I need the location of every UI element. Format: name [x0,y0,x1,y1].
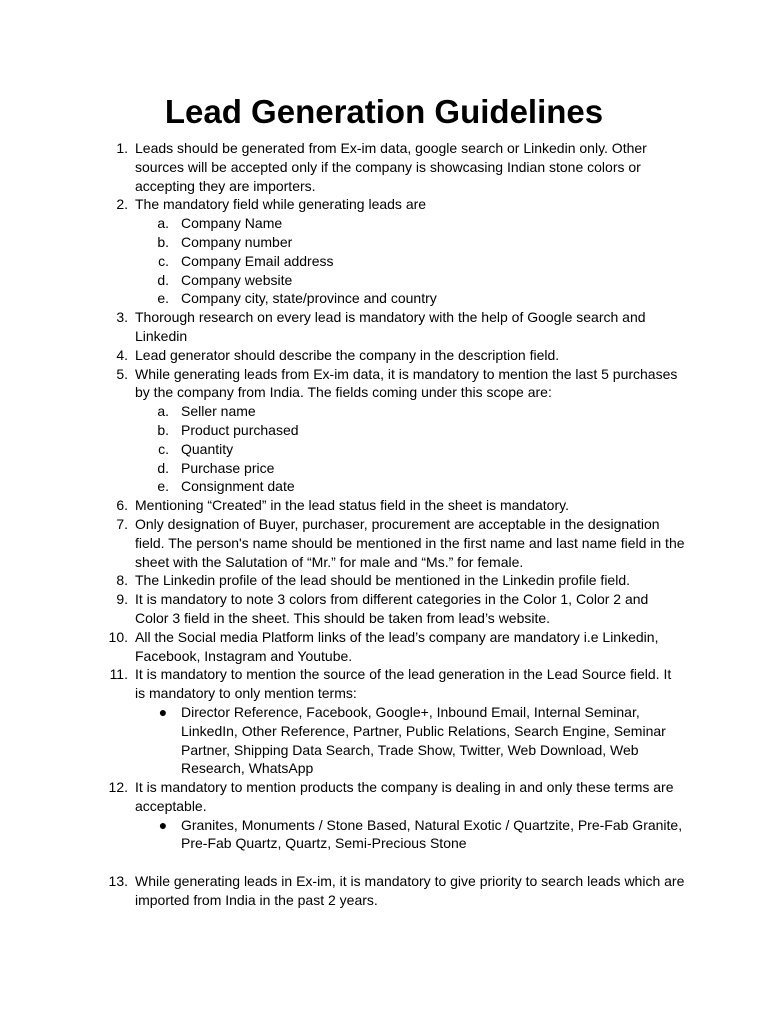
sub-text: Consignment date [181,478,295,495]
bullet-text: Granites, Monuments / Stone Based, Natural Exotic / Quartzite, Pre-Fab Granite, Pre-Fab Quartz, Quartz, Semi-Precious Stone [181,816,683,852]
bullet-item [0,703,768,778]
sub-list-item [0,271,768,290]
item-text: While generating leads in Ex-im, it is mandatory to give priority to search leads which are imported from India in the past 2 years. [135,873,685,908]
sub-text: Product purchased [181,421,299,438]
item-text: Lead generator should describe the company in the description field. [135,346,560,363]
sub-marker: c. [158,440,169,457]
list-item [0,778,768,853]
item-number: 5. [116,365,128,382]
list-item [0,139,768,195]
sub-list-item [0,233,768,252]
sub-list [0,214,768,308]
sub-text: Quantity [181,440,234,457]
item-number: 7. [116,515,128,532]
sub-marker: a. [157,215,169,232]
item-number: 11. [109,666,128,683]
sub-text: Company Email address [181,252,334,269]
item-number: 4. [116,346,128,363]
sub-marker: b. [157,233,169,250]
sub-marker: e. [157,290,169,307]
list-item [0,195,768,308]
sub-list-item [0,289,768,308]
sub-text: Purchase price [181,459,275,476]
sub-marker: a. [157,403,169,420]
item-number: 1. [116,140,128,156]
sub-marker: e. [157,478,169,495]
list-item [0,872,768,910]
bullet-icon: ● [158,816,168,833]
list-item [0,365,768,497]
document-title: Lead Generation Guidelines [164,93,604,130]
bullet-item [0,816,768,854]
item-text: While generating leads from Ex-im data, it is mandatory to mention the last 5 purchases by the company from India. The fields coming under this scope are: [135,365,678,401]
sub-list-item [0,440,768,459]
item-text: Leads should be generated from Ex-im data, google search or Linkedin only. Other sources will be accepted only if the company is showcasing Indian stone colors or accepting they are importers. [135,140,647,194]
sub-marker: c. [158,252,169,269]
item-text: The mandatory field while generating leads are [135,196,427,213]
sub-list-item [0,402,768,421]
sub-list-item [0,459,768,478]
item-number: 3. [116,309,128,326]
list-item [0,571,768,590]
list-item [0,590,768,628]
item-text: Thorough research on every lead is mandatory with the help of Google search and Linkedin [135,309,646,344]
item-number: 2. [116,196,128,213]
item-number: 8. [116,572,128,589]
item-number: 6. [116,497,128,514]
list-item [0,308,768,346]
item-text: Mentioning “Created” in the lead status field in the sheet is mandatory. [135,497,569,514]
sub-list-item [0,477,768,496]
guidelines-list [0,139,768,910]
list-item [0,515,768,571]
item-number: 10. [108,628,128,645]
list-item [0,628,768,666]
list-item [0,346,768,365]
sub-marker: d. [157,459,169,476]
list-item [0,665,768,778]
sub-list-item [0,421,768,440]
sub-list-item [0,252,768,271]
sub-text: Seller name [181,403,256,420]
item-text: All the Social media Platform links of the lead’s company are mandatory i.e Linkedin, Facebook, Instagram and Youtube. [135,628,659,664]
item-text: It is mandatory to mention the source of the lead generation in the Lead Source field. It is mandatory to only mention terms: [135,666,672,702]
sub-text: Company city, state/province and country [181,290,437,307]
item-text: It is mandatory to mention products the company is dealing in and only these terms are acceptable. [135,779,674,814]
sub-list [0,402,768,496]
sub-text: Company Name [181,215,283,232]
sub-marker: d. [157,271,169,288]
bullet-icon: ● [158,703,168,720]
item-text: The Linkedin profile of the lead should be mentioned in the Linkedin profile field. [135,572,630,589]
item-text: Only designation of Buyer, purchaser, procurement are acceptable in the designation field. The person's name should be mentioned in the first name and last name field in the sheet with the Salutation of “Mr.” for male and “Ms.” for female. [135,515,685,570]
bullet-list [0,816,768,854]
item-text: It is mandatory to note 3 colors from different categories in the Color 1, Color 2 and Color 3 field in the sheet. This should be taken from lead’s website. [135,591,649,626]
bullet-text: Director Reference, Facebook, Google+, Inbound Email, Internal Seminar, LinkedIn, Other Reference, Partner, Public Relations, Search Engine, Seminar Partner, Shipping Data Search, Trade Show, Twitter, Web Download, Web Research, WhatsApp [181,703,666,777]
sub-text: Company number [181,233,293,250]
list-item [0,496,768,515]
sub-marker: b. [157,421,169,438]
sub-text: Company website [181,271,293,288]
sub-list-item [0,214,768,233]
bullet-list [0,703,768,778]
item-number: 13. [108,873,128,890]
blank-line [0,853,768,872]
item-number: 9. [116,591,128,608]
item-number: 12. [108,779,128,796]
